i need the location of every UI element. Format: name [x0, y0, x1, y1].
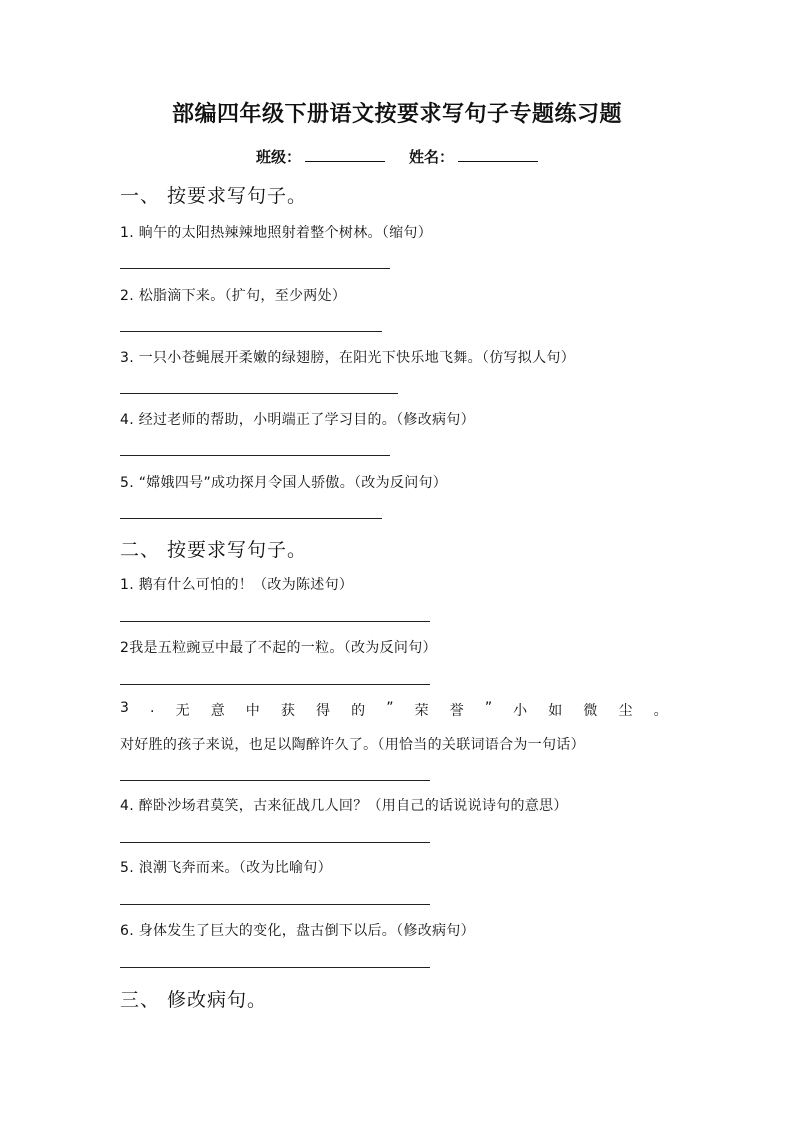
- answer-line-1-4[interactable]: [120, 455, 390, 456]
- class-label: 班级：: [255, 148, 301, 166]
- section-heading-3: 三、 修改病句。: [120, 989, 268, 1011]
- question-2-3-line-2: 对好胜的孩子来说，也足以陶醉许久了。（用恰当的关联词语合为一句话）: [120, 737, 585, 753]
- section-heading-2: 二、 按要求写句子。: [120, 539, 308, 561]
- question-1-1: 1. 晌午的太阳热辣辣地照射着整个树林。（缩句）: [120, 225, 433, 241]
- question-2-1: 1. 鹅有什么可怕的！（改为陈述句）: [120, 577, 354, 593]
- answer-line-2-1[interactable]: [120, 621, 430, 622]
- answer-line-1-3[interactable]: [120, 393, 398, 394]
- page-title: 部编四年级下册语文按要求写句子专题练习题: [171, 101, 622, 127]
- question-2-2: 2我是五粒豌豆中最了不起的一粒。（改为反问句）: [120, 640, 437, 656]
- question-1-2: 2. 松脂滴下来。（扩句，至少两处）: [120, 288, 347, 304]
- question-1-3: 3. 一只小苍蝇展开柔嫩的绿翅膀，在阳光下快乐地飞舞。（仿写拟人句）: [120, 350, 576, 366]
- section-heading-1: 一、 按要求写句子。: [120, 185, 308, 207]
- student-info: [0, 146, 794, 167]
- answer-line-1-2[interactable]: [120, 331, 382, 332]
- answer-line-1-1[interactable]: [120, 268, 390, 269]
- question-1-5: 5. “嫦娥四号”成功探月令国人骄傲。（改为反问句）: [120, 475, 448, 491]
- answer-line-2-5[interactable]: [120, 904, 430, 905]
- question-1-4: 4. 经过老师的帮助，小明端正了学习目的。（修改病句）: [120, 412, 475, 428]
- question-2-5: 5. 浪潮飞奔而来。（改为比喻句）: [120, 860, 332, 876]
- name-label: 姓名：: [409, 148, 455, 166]
- question-2-6: 6. 身体发生了巨大的变化，盘古倒下以后。（修改病句）: [120, 923, 475, 939]
- answer-line-2-2[interactable]: [120, 684, 430, 685]
- question-2-4: 4. 醉卧沙场君莫笑，古来征战几人回？（用自己的话说说诗句的意思）: [120, 798, 568, 814]
- answer-line-2-3[interactable]: [120, 780, 430, 781]
- answer-line-2-6[interactable]: [120, 967, 430, 968]
- question-2-3-line-1: 3 . 无 意 中 获 得 的 ” 荣 誉 ” 小 如 微 尘 。: [120, 700, 668, 719]
- name-blank[interactable]: [458, 147, 538, 162]
- answer-line-2-4[interactable]: [120, 842, 430, 843]
- class-blank[interactable]: [305, 147, 385, 162]
- answer-line-1-5[interactable]: [120, 518, 382, 519]
